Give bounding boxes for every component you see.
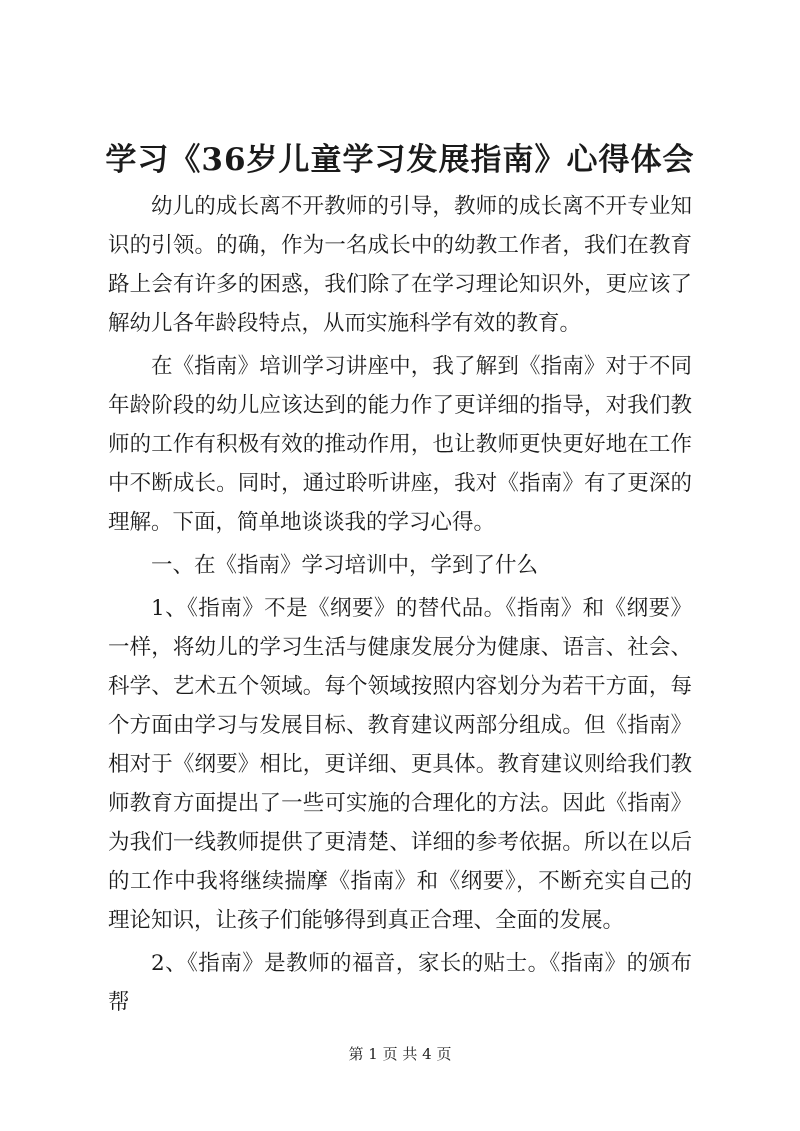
section-heading: 一、在《指南》学习培训中，学到了什么 bbox=[151, 553, 539, 578]
page-number-footer: 第 1 页 共 4 页 bbox=[348, 1045, 452, 1063]
paragraph: 幼儿的成长离不开教师的引导，教师的成长离不开专业知识的引领。的确，作为一名成长中的幼教工作者，我们在教育路上会有许多的困惑，我们除了在学习理论知识外，更应该了解幼儿各年龄段特点，从而实施科学有效的教育。 bbox=[108, 194, 692, 336]
paragraph: 在《指南》培训学习讲座中，我了解到《指南》对于不同年龄阶段的幼儿应该达到的能力作了更详细的指导，对我们教师的工作有积极有效的推动作用，也让教师更快更好地在工作中不断成长。同时，通过聆听讲座，我对《指南》有了更深的理解。下面，简单地谈谈我的学习心得。 bbox=[108, 354, 692, 535]
paragraph: 2、《指南》是教师的福音，家长的贴士。《指南》的颁布帮 bbox=[108, 951, 692, 1015]
document-title: 学习《36岁儿童学习发展指南》心得体会 bbox=[105, 142, 695, 178]
paragraph: 1、《指南》不是《纲要》的替代品。《指南》和《纲要》一样，将幼儿的学习生活与健康发展分为健康、语言、社会、科学、艺术五个领域。每个领域按照内容划分为若干方面，每个方面由学习与发展目标、教育建议两部分组成。但《指南》相对于《纲要》相比，更详细、更具体。教育建议则给我们教师教育方面提出了一些可实施的合理化的方法。因此《指南》为我们一线教师提供了更清楚、详细的参考依据。所以在以后的工作中我将继续揣摩《指南》和《纲要》，不断充实自己的理论知识，让孩子们能够得到真正合理、全面的发展。 bbox=[108, 596, 692, 933]
document-body bbox=[108, 187, 692, 1026]
